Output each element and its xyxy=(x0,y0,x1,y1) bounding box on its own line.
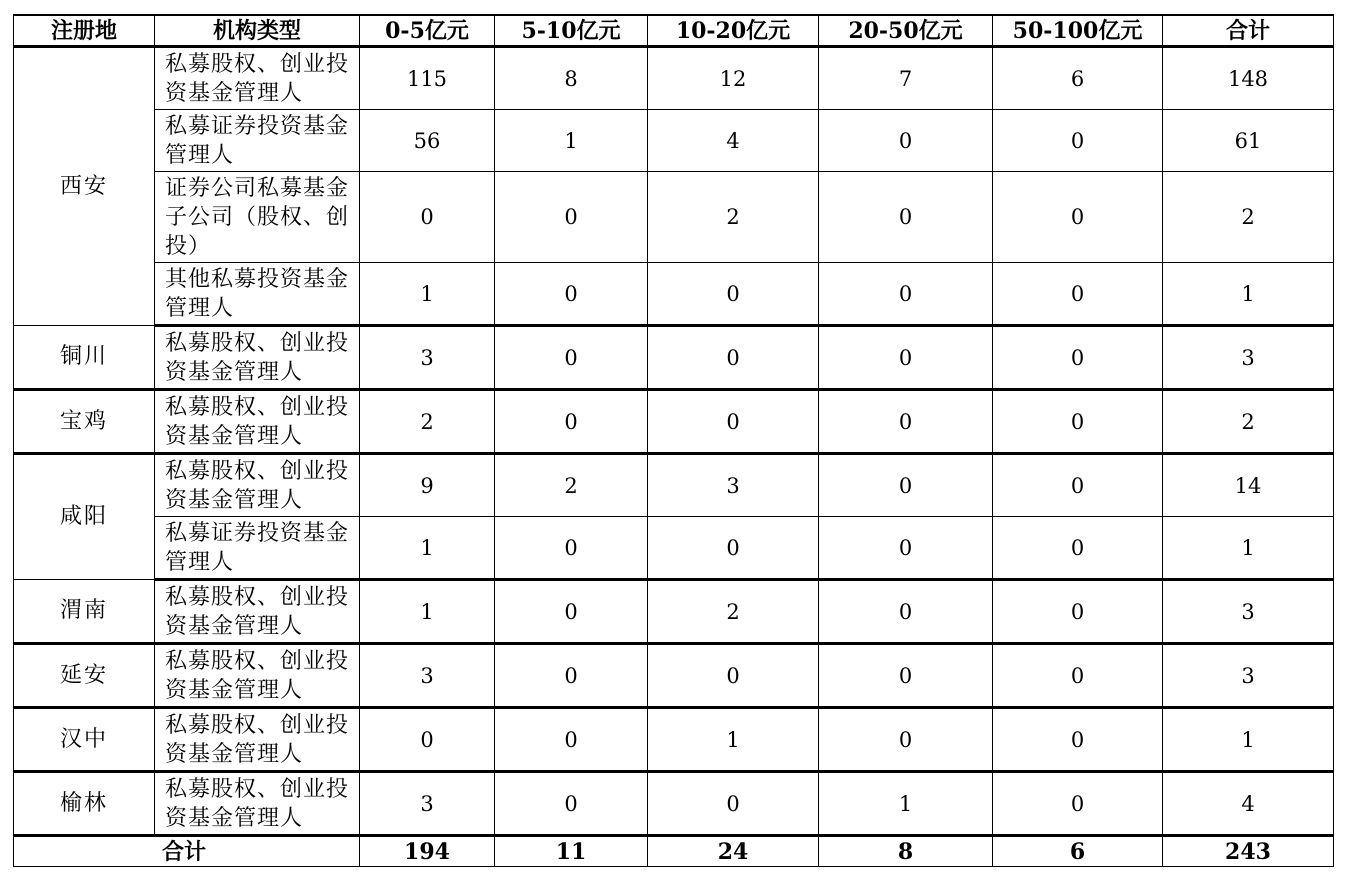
fund-manager-table-container xyxy=(13,14,1333,867)
table-row xyxy=(14,454,1334,517)
header-range-0-5: 0-5亿元 xyxy=(360,15,495,47)
value-cell: 0 xyxy=(993,110,1163,172)
institution-type-cell: 私募股权、创业投资基金管理人 xyxy=(155,644,360,708)
header-range-10-20: 10-20亿元 xyxy=(648,15,819,47)
table-row xyxy=(14,644,1334,708)
value-cell: 0 xyxy=(819,326,993,390)
table-row xyxy=(14,172,1334,263)
value-cell: 0 xyxy=(648,517,819,580)
value-cell: 3 xyxy=(1163,326,1334,390)
value-cell: 0 xyxy=(648,326,819,390)
value-cell: 1 xyxy=(360,517,495,580)
table-row xyxy=(14,326,1334,390)
value-cell: 0 xyxy=(993,580,1163,644)
value-cell: 0 xyxy=(993,263,1163,326)
total-cell: 243 xyxy=(1163,836,1334,867)
institution-type-cell: 私募股权、创业投资基金管理人 xyxy=(155,454,360,517)
value-cell: 1 xyxy=(495,110,648,172)
value-cell: 0 xyxy=(819,454,993,517)
table-row xyxy=(14,517,1334,580)
value-cell: 4 xyxy=(1163,772,1334,836)
institution-type-cell: 证券公司私募基金子公司（股权、创投） xyxy=(155,172,360,263)
table-row xyxy=(14,580,1334,644)
institution-type-cell: 其他私募投资基金管理人 xyxy=(155,263,360,326)
value-cell: 3 xyxy=(360,326,495,390)
institution-type-cell: 私募股权、创业投资基金管理人 xyxy=(155,390,360,454)
value-cell: 0 xyxy=(495,580,648,644)
header-institution-type: 机构类型 xyxy=(155,15,360,47)
value-cell: 1 xyxy=(648,708,819,772)
value-cell: 2 xyxy=(648,580,819,644)
header-region: 注册地 xyxy=(14,15,155,47)
value-cell: 0 xyxy=(648,263,819,326)
value-cell: 0 xyxy=(993,644,1163,708)
value-cell: 0 xyxy=(648,644,819,708)
value-cell: 3 xyxy=(1163,580,1334,644)
total-cell: 11 xyxy=(495,836,648,867)
value-cell: 6 xyxy=(993,47,1163,110)
institution-type-cell: 私募股权、创业投资基金管理人 xyxy=(155,326,360,390)
value-cell: 0 xyxy=(993,708,1163,772)
header-range-50-100: 50-100亿元 xyxy=(993,15,1163,47)
value-cell: 0 xyxy=(819,580,993,644)
table-row xyxy=(14,390,1334,454)
table-footer xyxy=(14,836,1334,867)
value-cell: 2 xyxy=(360,390,495,454)
value-cell: 0 xyxy=(819,172,993,263)
value-cell: 2 xyxy=(1163,172,1334,263)
region-cell: 西安 xyxy=(14,47,155,326)
header-row xyxy=(14,15,1334,47)
value-cell: 61 xyxy=(1163,110,1334,172)
table-body xyxy=(14,47,1334,836)
region-cell: 渭南 xyxy=(14,580,155,644)
total-label: 合计 xyxy=(14,836,360,867)
region-cell: 延安 xyxy=(14,644,155,708)
value-cell: 0 xyxy=(495,390,648,454)
value-cell: 7 xyxy=(819,47,993,110)
value-cell: 0 xyxy=(993,326,1163,390)
value-cell: 0 xyxy=(819,708,993,772)
institution-type-cell: 私募证券投资基金管理人 xyxy=(155,110,360,172)
region-cell: 榆林 xyxy=(14,772,155,836)
value-cell: 0 xyxy=(993,454,1163,517)
value-cell: 115 xyxy=(360,47,495,110)
value-cell: 0 xyxy=(648,390,819,454)
value-cell: 0 xyxy=(495,172,648,263)
value-cell: 0 xyxy=(819,517,993,580)
institution-type-cell: 私募股权、创业投资基金管理人 xyxy=(155,708,360,772)
value-cell: 0 xyxy=(495,517,648,580)
value-cell: 56 xyxy=(360,110,495,172)
total-cell: 194 xyxy=(360,836,495,867)
value-cell: 0 xyxy=(495,263,648,326)
table-row xyxy=(14,772,1334,836)
region-cell: 铜川 xyxy=(14,326,155,390)
table-row xyxy=(14,263,1334,326)
value-cell: 0 xyxy=(819,644,993,708)
value-cell: 0 xyxy=(819,263,993,326)
value-cell: 0 xyxy=(819,390,993,454)
value-cell: 1 xyxy=(360,263,495,326)
total-cell: 24 xyxy=(648,836,819,867)
institution-type-cell: 私募股权、创业投资基金管理人 xyxy=(155,580,360,644)
value-cell: 0 xyxy=(495,326,648,390)
header-range-5-10: 5-10亿元 xyxy=(495,15,648,47)
value-cell: 1 xyxy=(1163,263,1334,326)
value-cell: 1 xyxy=(1163,708,1334,772)
fund-manager-table xyxy=(13,14,1334,867)
value-cell: 0 xyxy=(495,644,648,708)
total-cell: 8 xyxy=(819,836,993,867)
value-cell: 0 xyxy=(495,708,648,772)
value-cell: 0 xyxy=(648,772,819,836)
header-total: 合计 xyxy=(1163,15,1334,47)
value-cell: 2 xyxy=(1163,390,1334,454)
table-header xyxy=(14,15,1334,47)
institution-type-cell: 私募证券投资基金管理人 xyxy=(155,517,360,580)
region-cell: 宝鸡 xyxy=(14,390,155,454)
institution-type-cell: 私募股权、创业投资基金管理人 xyxy=(155,47,360,110)
value-cell: 14 xyxy=(1163,454,1334,517)
value-cell: 0 xyxy=(993,517,1163,580)
value-cell: 0 xyxy=(993,772,1163,836)
value-cell: 3 xyxy=(360,644,495,708)
value-cell: 0 xyxy=(495,772,648,836)
table-row xyxy=(14,47,1334,110)
value-cell: 12 xyxy=(648,47,819,110)
value-cell: 2 xyxy=(648,172,819,263)
value-cell: 9 xyxy=(360,454,495,517)
value-cell: 148 xyxy=(1163,47,1334,110)
value-cell: 0 xyxy=(993,172,1163,263)
total-row xyxy=(14,836,1334,867)
institution-type-cell: 私募股权、创业投资基金管理人 xyxy=(155,772,360,836)
value-cell: 4 xyxy=(648,110,819,172)
value-cell: 0 xyxy=(993,390,1163,454)
value-cell: 3 xyxy=(648,454,819,517)
total-cell: 6 xyxy=(993,836,1163,867)
value-cell: 1 xyxy=(360,580,495,644)
table-row xyxy=(14,708,1334,772)
header-range-20-50: 20-50亿元 xyxy=(819,15,993,47)
value-cell: 2 xyxy=(495,454,648,517)
value-cell: 0 xyxy=(360,172,495,263)
region-cell: 咸阳 xyxy=(14,454,155,580)
value-cell: 3 xyxy=(1163,644,1334,708)
table-row xyxy=(14,110,1334,172)
value-cell: 1 xyxy=(819,772,993,836)
value-cell: 8 xyxy=(495,47,648,110)
region-cell: 汉中 xyxy=(14,708,155,772)
value-cell: 1 xyxy=(1163,517,1334,580)
value-cell: 0 xyxy=(360,708,495,772)
value-cell: 3 xyxy=(360,772,495,836)
value-cell: 0 xyxy=(819,110,993,172)
